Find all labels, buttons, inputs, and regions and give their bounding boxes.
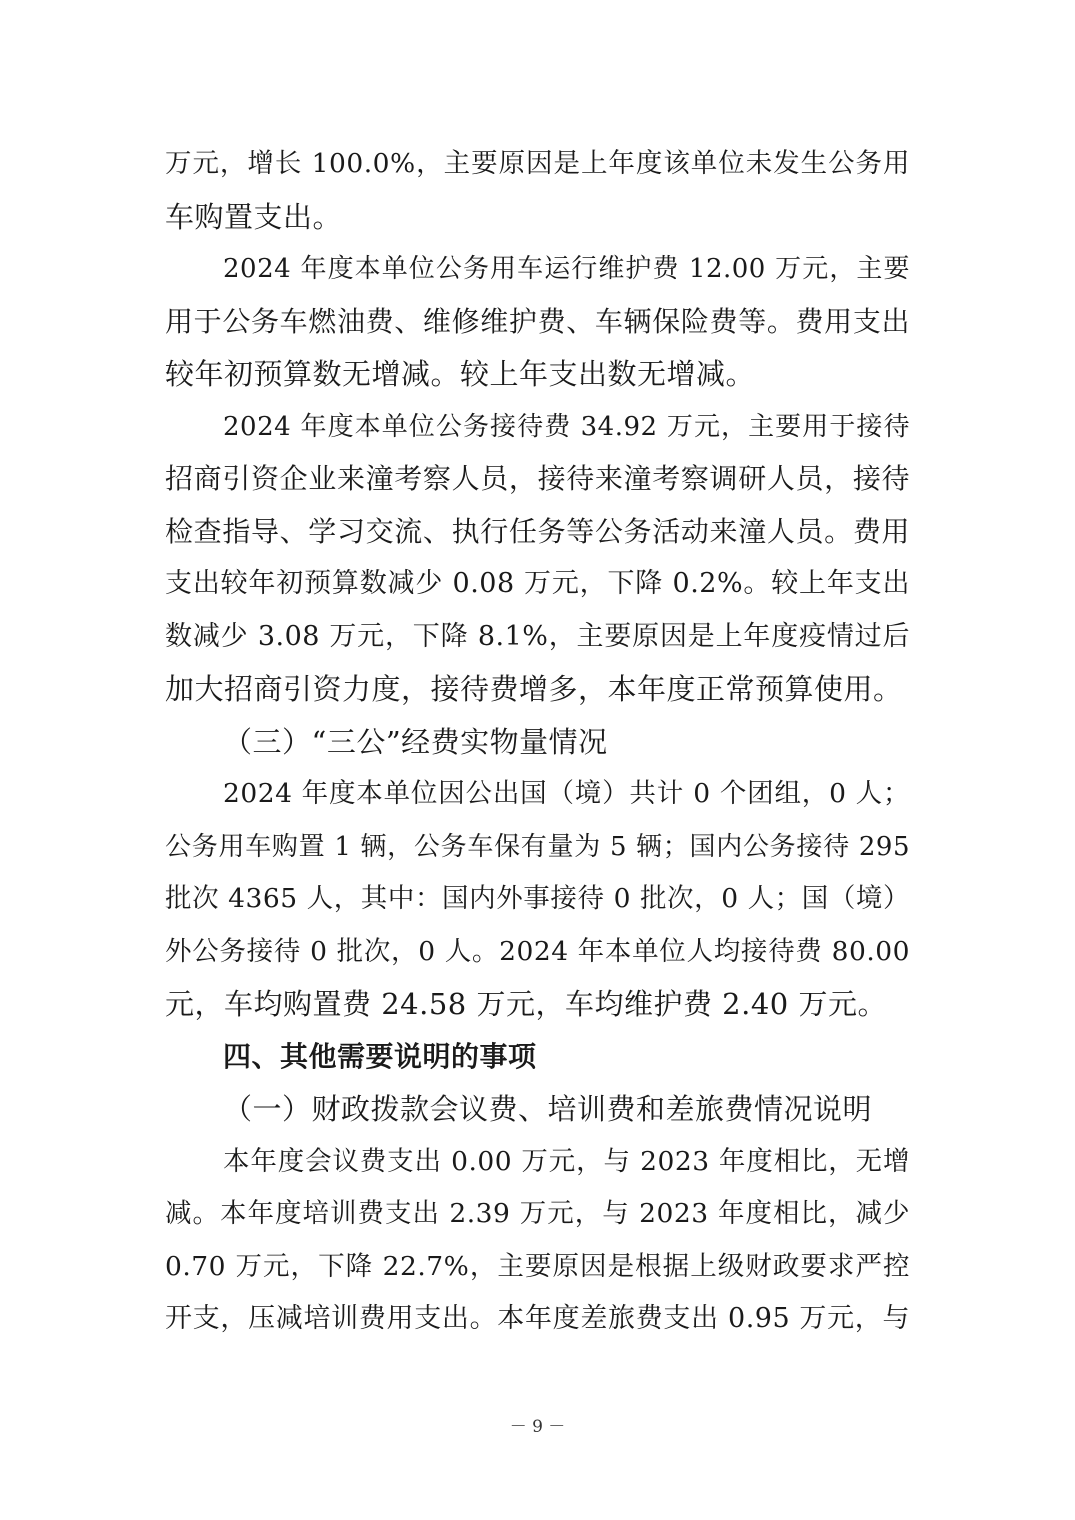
text-line: 用于公务车燃油费、维修维护费、车辆保险费等。费用支出 — [165, 304, 910, 338]
text-line: 较年初预算数无增减。较上年支出数无增减。 — [165, 357, 756, 391]
text-line: 减。本年度培训费支出 2.39 万元，与 2023 年度相比，减少 — [165, 1198, 910, 1229]
text-line: 0.70 万元，下降 22.7%，主要原因是根据上级财政要求严控 — [165, 1250, 910, 1282]
text-line: 公务用车购置 1 辆，公务车保有量为 5 辆；国内公务接待 295 — [165, 831, 910, 862]
text-line: （一）财政拨款会议费、培训费和差旅费情况说明 — [223, 1092, 873, 1126]
text-line: 招商引资企业来潼考察人员，接待来潼考察调研人员，接待 — [165, 462, 910, 495]
page-number: － 9 － — [509, 1417, 566, 1437]
text-line: （三）“三公”经费实物量情况 — [223, 724, 608, 759]
text-line: 2024 年度本单位公务接待费 34.92 万元，主要用于接待 — [223, 411, 910, 442]
text-line: 外公务接待 0 批次，0 人。2024 年本单位人均接待费 80.00 — [165, 935, 910, 967]
text-line: 万元，增长 100.0%，主要原因是上年度该单位未发生公务用 — [165, 148, 910, 179]
text-line: 本年度会议费支出 0.00 万元，与 2023 年度相比，无增 — [223, 1145, 910, 1177]
text-line: 2024 年度本单位因公出国（境）共计 0 个团组，0 人； — [223, 778, 910, 809]
text-line: 车购置支出。 — [165, 199, 343, 234]
body-text — [165, 138, 910, 1346]
text-line: 数减少 3.08 万元，下降 8.1%，主要原因是上年度疫情过后 — [165, 620, 910, 652]
text-line: 2024 年度本单位公务用车运行维护费 12.00 万元，主要 — [223, 254, 910, 284]
text-line: 开支，压减培训费用支出。本年度差旅费支出 0.95 万元，与 — [165, 1303, 910, 1334]
text-line: 元，车均购置费 24.58 万元，车均维护费 2.40 万元。 — [165, 987, 887, 1021]
text-line: 加大招商引资力度，接待费增多，本年度正常预算使用。 — [165, 672, 903, 706]
text-line: 支出较年初预算数减少 0.08 万元，下降 0.2%。较上年支出 — [165, 568, 910, 599]
text-line: 批次 4365 人，其中：国内外事接待 0 批次，0 人；国（境） — [165, 883, 910, 914]
section-heading: 四、其他需要说明的事项 — [223, 1039, 537, 1073]
text-line: 检查指导、学习交流、执行任务等公务活动来潼人员。费用 — [165, 514, 910, 548]
